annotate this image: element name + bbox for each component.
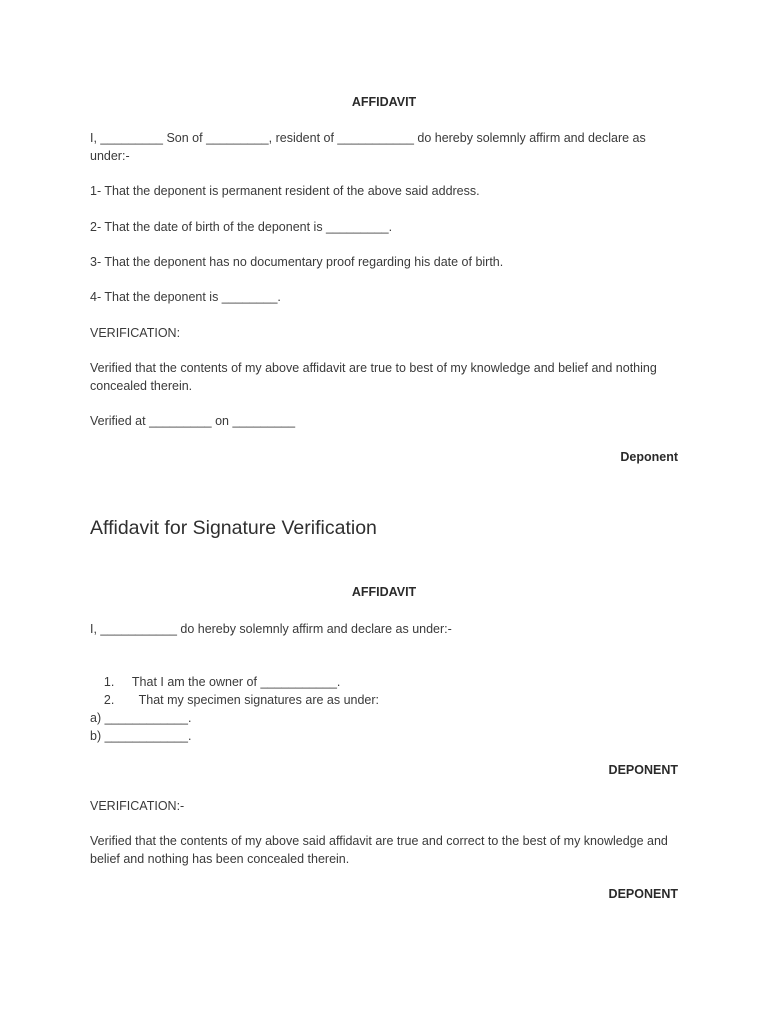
verification-label: VERIFICATION: (90, 326, 181, 340)
section-title: Affidavit for Signature Verification (90, 517, 377, 539)
clause-1: 1- That the deponent is permanent resident of the above said address. (90, 184, 480, 198)
list-text: That my specimen signatures are as under: (131, 692, 380, 707)
clause-3: 3- That the deponent has no documentary proof regarding his date of birth. (90, 255, 504, 269)
list-number: 2. (103, 692, 115, 707)
clause-4: 4- That the deponent is ________. (90, 290, 281, 304)
verification-label-2: VERIFICATION:- (90, 799, 185, 813)
clause-2: 2- That the date of birth of the deponent is _________. (90, 220, 393, 234)
signature-line-b: b) ____________. (90, 729, 192, 743)
list-text: That I am the owner of ___________. (131, 674, 341, 689)
affidavit-heading-2: AFFIDAVIT (351, 585, 417, 599)
intro-paragraph-2: I, ___________ do hereby solemnly affirm and declare as under:- (90, 622, 452, 636)
deponent-signature-label: Deponent (620, 450, 678, 464)
list-number: 1. (103, 674, 115, 689)
verification-text-2: Verified that the contents of my above said affidavit are true and correct to the best of my knowledge and belief and nothing has been concealed therein. (90, 834, 672, 866)
deponent-label-1: DEPONENT (608, 763, 678, 777)
verified-at-line: Verified at _________ on _________ (90, 414, 296, 428)
intro-paragraph: I, _________ Son of _________, resident of ___________ do hereby solemnly affirm and declare as under:- (90, 131, 650, 163)
signature-line-a: a) ____________. (90, 711, 192, 725)
verification-text: Verified that the contents of my above affidavit are true to best of my knowledge and belief and nothing concealed therein. (90, 361, 661, 393)
deponent-label-2: DEPONENT (608, 887, 678, 901)
affidavit-heading: AFFIDAVIT (351, 95, 417, 109)
